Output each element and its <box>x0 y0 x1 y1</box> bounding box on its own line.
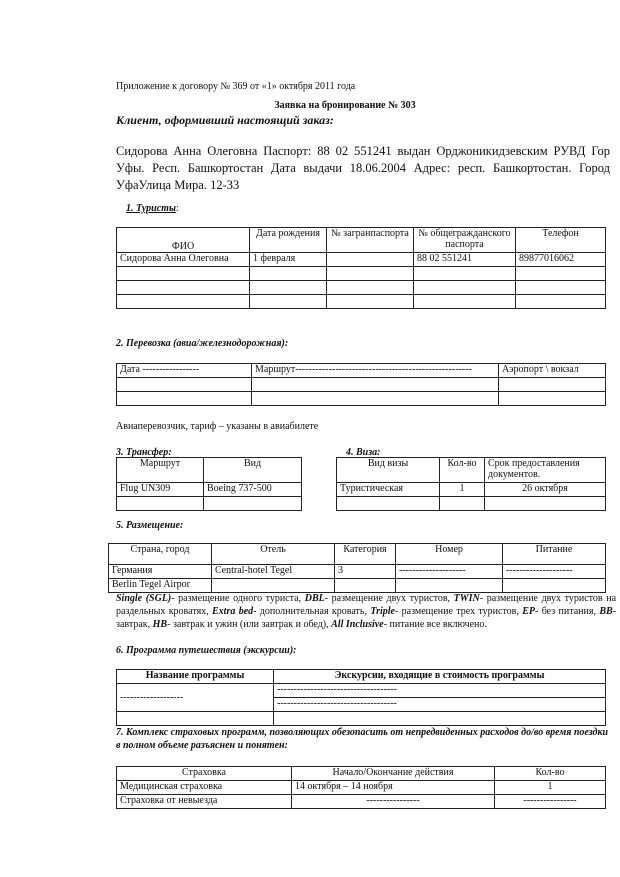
table-row <box>117 497 302 511</box>
cell <box>274 712 606 726</box>
cell <box>396 579 503 593</box>
cell <box>117 497 204 511</box>
table-row <box>117 795 606 809</box>
program-table <box>116 669 606 726</box>
cell <box>252 378 499 392</box>
legend-text: - дополнительная кровать, <box>253 606 371 617</box>
transport-heading: 2. Перевозка (авиа/железнодорожная): <box>116 338 289 349</box>
cell <box>204 497 302 511</box>
legend-term: DBL <box>304 593 325 604</box>
legend-text: - завтрак, <box>116 606 616 630</box>
cell <box>117 295 250 309</box>
cell: 14 октября – 14 ноября <box>292 781 495 795</box>
cell: Boeing 737-500 <box>204 483 302 497</box>
header-cell: № загранпаспорта <box>327 228 414 253</box>
table-row <box>117 253 606 267</box>
header-cell: Кол-во <box>495 767 606 781</box>
table-row <box>117 364 606 378</box>
table-row <box>117 228 606 253</box>
table-row <box>117 295 606 309</box>
table-row <box>117 670 606 684</box>
cell <box>337 497 440 511</box>
cell <box>327 281 414 295</box>
table-row <box>117 458 302 483</box>
cell <box>117 378 252 392</box>
client-details: Сидорова Анна Олеговна Паспорт: 88 02 551241 выдан Орджоникидзевским РУВД Гор Уфы. Респ. Башкортостан Дата выдачи 18.06.2004 Адрес: респ. Башкортостан. Город УфаУлица Мира. 12-33 <box>116 144 610 192</box>
cell: ---------------- <box>292 795 495 809</box>
table-row <box>109 544 606 565</box>
cell: Медицинская страховка <box>117 781 292 795</box>
header-cell: Экскурсии, входящие в стоимость программы <box>274 670 606 684</box>
header-cell: Питание <box>503 544 606 565</box>
header-cell: Категория <box>335 544 396 565</box>
cell: 3 <box>335 565 396 579</box>
route-header: Маршрут----------------------------------------------------- <box>252 364 499 378</box>
cell: Flug UN309 <box>117 483 204 497</box>
table-row <box>117 712 606 726</box>
legend-text: - размещение трех туристов, <box>394 606 523 617</box>
cell <box>503 579 606 593</box>
cell <box>117 281 250 295</box>
table-row <box>337 458 606 483</box>
cell: Central-hotel Tegel <box>212 565 335 579</box>
header-cell: ФИО <box>117 228 250 253</box>
cell: Berlin Tegel Airpor <box>109 579 212 593</box>
cell <box>516 281 606 295</box>
cell <box>414 295 516 309</box>
tourists-table <box>116 227 606 309</box>
cell <box>117 712 274 726</box>
table-row <box>337 497 606 511</box>
legend-text: - питание все включено. <box>383 619 487 630</box>
table-row <box>109 579 606 593</box>
cell: 88 02 551241 <box>414 253 516 267</box>
insurance-table <box>116 766 606 809</box>
table-row <box>337 483 606 497</box>
cell <box>499 378 606 392</box>
legend-text: - размещение двух туристов, <box>324 593 454 604</box>
legend-term: Single (SGL) <box>116 593 172 604</box>
header-cell: Кол-во <box>440 458 485 483</box>
table-row <box>117 684 606 698</box>
legend-term: TWIN <box>453 593 480 604</box>
cell <box>414 281 516 295</box>
cell <box>327 253 414 267</box>
cell <box>335 579 396 593</box>
cell <box>327 267 414 281</box>
legend-term: EP <box>522 606 536 617</box>
cell: 1 <box>495 781 606 795</box>
header-cell: Название программы <box>117 670 274 684</box>
table-row <box>117 392 606 406</box>
table-row <box>117 281 606 295</box>
accommodation-table <box>108 543 606 593</box>
legend-term: Extra bed <box>212 606 254 617</box>
tourists-heading: 1. Туристы: <box>126 203 179 214</box>
legend-text: - размещение одного туриста, <box>171 593 305 604</box>
transfer-table <box>116 457 302 511</box>
header-cell: Страна, город <box>109 544 212 565</box>
table-row <box>117 483 302 497</box>
visa-heading: 4. Виза: <box>346 447 381 458</box>
cell <box>250 281 327 295</box>
header-cell: Отель <box>212 544 335 565</box>
cell <box>499 392 606 406</box>
cell: ---------------- <box>495 795 606 809</box>
cell: Германия <box>109 565 212 579</box>
legend-text: - размещение двух туристов на раздельных кроватях, <box>116 593 617 617</box>
cell <box>485 497 606 511</box>
table-row <box>109 565 606 579</box>
cell <box>117 267 250 281</box>
legend-text: - без питания, <box>535 606 600 617</box>
date-header: Дата ----------------- <box>117 364 252 378</box>
cell: Сидорова Анна Олеговна <box>117 253 250 267</box>
table-row <box>117 781 606 795</box>
room-type-legend <box>116 592 616 631</box>
legend-text: - завтрак и ужин (или завтрак и обед), <box>167 619 332 630</box>
cell: ------------------------------------ <box>274 684 606 698</box>
table-row <box>117 378 606 392</box>
visa-table <box>336 457 606 511</box>
cell: -------------------- <box>503 565 606 579</box>
cell <box>117 392 252 406</box>
cell: Страховка от невыезда <box>117 795 292 809</box>
header-cell: Начало/Окончание действия <box>292 767 495 781</box>
transfer-heading: 3. Трансфер: <box>116 447 172 458</box>
client-label: Клиент, оформивший настоящий заказ: <box>116 113 334 127</box>
cell: ------------------------------------ <box>274 698 606 712</box>
cell <box>516 295 606 309</box>
airport-header: Аэропорт \ вокзал <box>499 364 606 378</box>
cell <box>327 295 414 309</box>
program-heading: 6. Программа путешествия (экскурсии): <box>116 645 297 656</box>
cell <box>440 497 485 511</box>
header-cell: Страховка <box>117 767 292 781</box>
transport-table <box>116 363 606 406</box>
cell <box>212 579 335 593</box>
cell <box>250 267 327 281</box>
header-cell: Номер <box>396 544 503 565</box>
header-cell: Телефон <box>516 228 606 253</box>
legend-term: All Inclusive <box>331 619 384 630</box>
cell: 1 <box>440 483 485 497</box>
cell: 1 февраля <box>250 253 327 267</box>
table-row <box>117 267 606 281</box>
program-name-cell: ------------------- <box>117 684 274 712</box>
accommodation-heading: 5. Размещение: <box>116 520 184 531</box>
cell <box>516 267 606 281</box>
insurance-heading: 7. Комплекс страховых программ, позволяющих обезопасить от непредвиденных расходов до/во время поездки в полном объеме разъяснен и понятен: <box>116 727 609 751</box>
header-cell: Срок предоставления документов. <box>485 458 606 483</box>
header-cell: Маршрут <box>117 458 204 483</box>
cell: -------------------- <box>396 565 503 579</box>
header-cell: Вид визы <box>337 458 440 483</box>
legend-term: HB <box>152 619 168 630</box>
legend-term: Triple <box>370 606 395 617</box>
page-title: Заявка на бронирование № 303 <box>274 100 416 111</box>
cell: Туристическая <box>337 483 440 497</box>
cell <box>250 295 327 309</box>
cell <box>414 267 516 281</box>
cell: 26 октября <box>485 483 606 497</box>
cell: 89877016062 <box>516 253 606 267</box>
table-row <box>117 767 606 781</box>
header-cell: Дата рождения <box>250 228 327 253</box>
cell <box>252 392 499 406</box>
header-cell: Вид <box>204 458 302 483</box>
carrier-note: Авиаперевозчик, тариф – указаны в авиабилете <box>116 421 319 432</box>
appendix-line: Приложение к договору № 369 от «1» октября 2011 года <box>116 81 356 92</box>
header-cell: № общегражданского паспорта <box>414 228 516 253</box>
legend-term: BB <box>599 606 613 617</box>
